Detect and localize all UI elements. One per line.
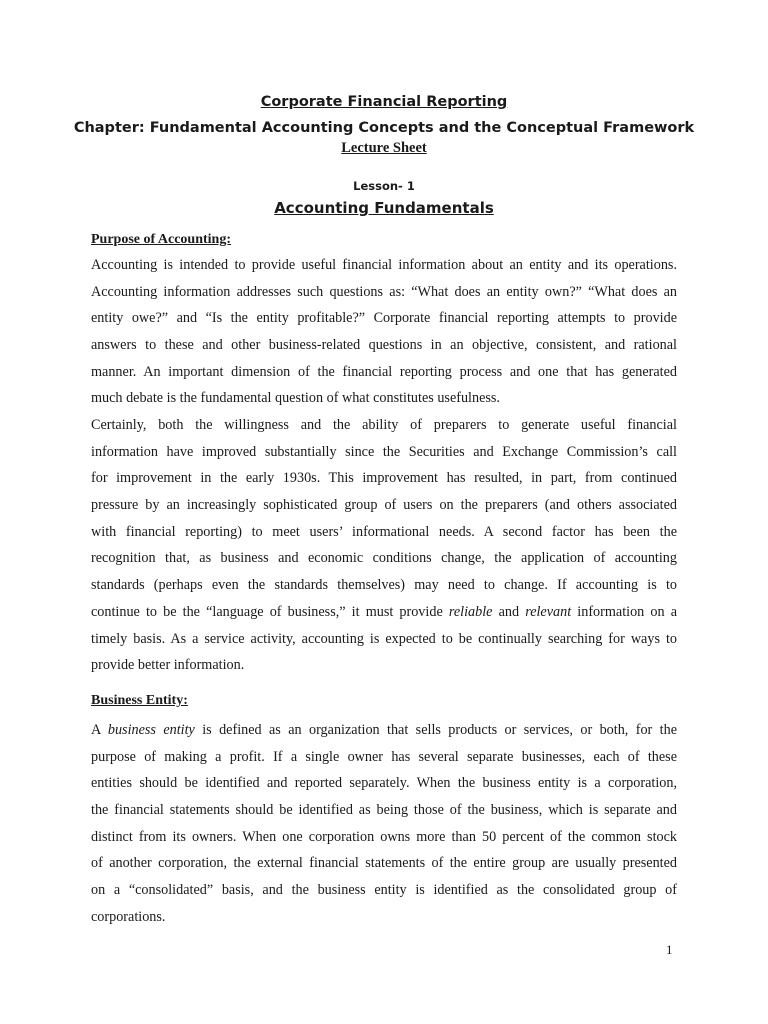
text-line: provide better information. bbox=[91, 657, 245, 674]
text-line: recognition that, as business and economic conditions change, the application of accounting bbox=[91, 550, 677, 567]
lecture-sheet-label: Lecture Sheet bbox=[341, 140, 427, 156]
text-line: with financial reporting) to meet users’ informational needs. A second factor has been the bbox=[91, 523, 677, 540]
text-line: much debate is the fundamental question of what constitutes usefulness. bbox=[91, 390, 500, 407]
chapter-title: Chapter: Fundamental Accounting Concepts and the Conceptual Framework bbox=[73, 120, 695, 136]
text-line bbox=[91, 717, 677, 744]
text-line: entities should be identified and reported separately. When the business entity is a corporation, bbox=[91, 775, 677, 792]
text-line: corporations. bbox=[91, 908, 166, 925]
paragraph-business-entity bbox=[91, 717, 677, 931]
text-run: is defined as an organization that sells products or services, or both, for the bbox=[194, 722, 677, 738]
text-run: continue to be the “language of business,” it must provide bbox=[91, 603, 449, 620]
paragraph-purpose-2 bbox=[91, 412, 677, 679]
text-line: for improvement in the early 1930s. This improvement has resulted, in part, from continued bbox=[91, 470, 677, 487]
emphasis-business-entity: business entity bbox=[107, 722, 195, 738]
text-line: purpose of making a profit. If a single owner has several separate businesses, each of these bbox=[91, 748, 677, 765]
text-line: on a “consolidated” basis, and the business entity is identified as the consolidated group of bbox=[91, 882, 677, 899]
text-line: standards (perhaps even the standards themselves) may need to change. If accounting is to bbox=[91, 577, 677, 594]
section-title: Accounting Fundamentals bbox=[274, 199, 494, 217]
document-title: Corporate Financial Reporting bbox=[260, 94, 508, 110]
lesson-label: Lesson- 1 bbox=[353, 179, 415, 193]
text-line bbox=[91, 599, 677, 626]
text-line: information have improved substantially since the Securities and Exchange Commission’s call bbox=[91, 443, 677, 460]
text-run: and bbox=[492, 603, 526, 620]
text-run: information on a bbox=[571, 603, 677, 620]
text-line: distinct from its owners. When one corporation owns more than 50 percent of the common stock bbox=[91, 828, 677, 845]
text-run: A bbox=[91, 722, 108, 738]
text-line: timely basis. As a service activity, accounting is expected to be continually searching for ways to bbox=[91, 630, 677, 647]
text-line: answers to these and other business-related questions in an objective, consistent, and rational bbox=[91, 337, 677, 354]
emphasis-relevant: relevant bbox=[525, 603, 572, 620]
text-line: Accounting information addresses such questions as: “What does an entity own?” “What does an bbox=[91, 283, 677, 300]
text-line: Certainly, both the willingness and the ability of preparers to generate useful financial bbox=[91, 417, 677, 433]
heading-purpose-of-accounting: Purpose of Accounting: bbox=[91, 232, 231, 247]
text-line: entity owe?” and “Is the entity profitable?” Corporate financial reporting attempts to provide bbox=[91, 310, 677, 327]
text-line: pressure by an increasingly sophisticated group of users on the preparers (and others associated bbox=[91, 497, 677, 514]
paragraph-purpose-1 bbox=[91, 252, 677, 412]
emphasis-reliable: reliable bbox=[448, 603, 493, 620]
text-line: of another corporation, the external financial statements of the entire group are usually presented bbox=[91, 855, 677, 872]
heading-business-entity: Business Entity: bbox=[91, 693, 188, 708]
text-line: manner. An important dimension of the financial reporting process and one that has generated bbox=[91, 363, 677, 380]
text-line: the financial statements should be identified as being those of the business, which is separate and bbox=[91, 802, 677, 819]
text-line: Accounting is intended to provide useful financial information about an entity and its operations. bbox=[91, 257, 677, 273]
page-number: 1 bbox=[666, 942, 673, 957]
